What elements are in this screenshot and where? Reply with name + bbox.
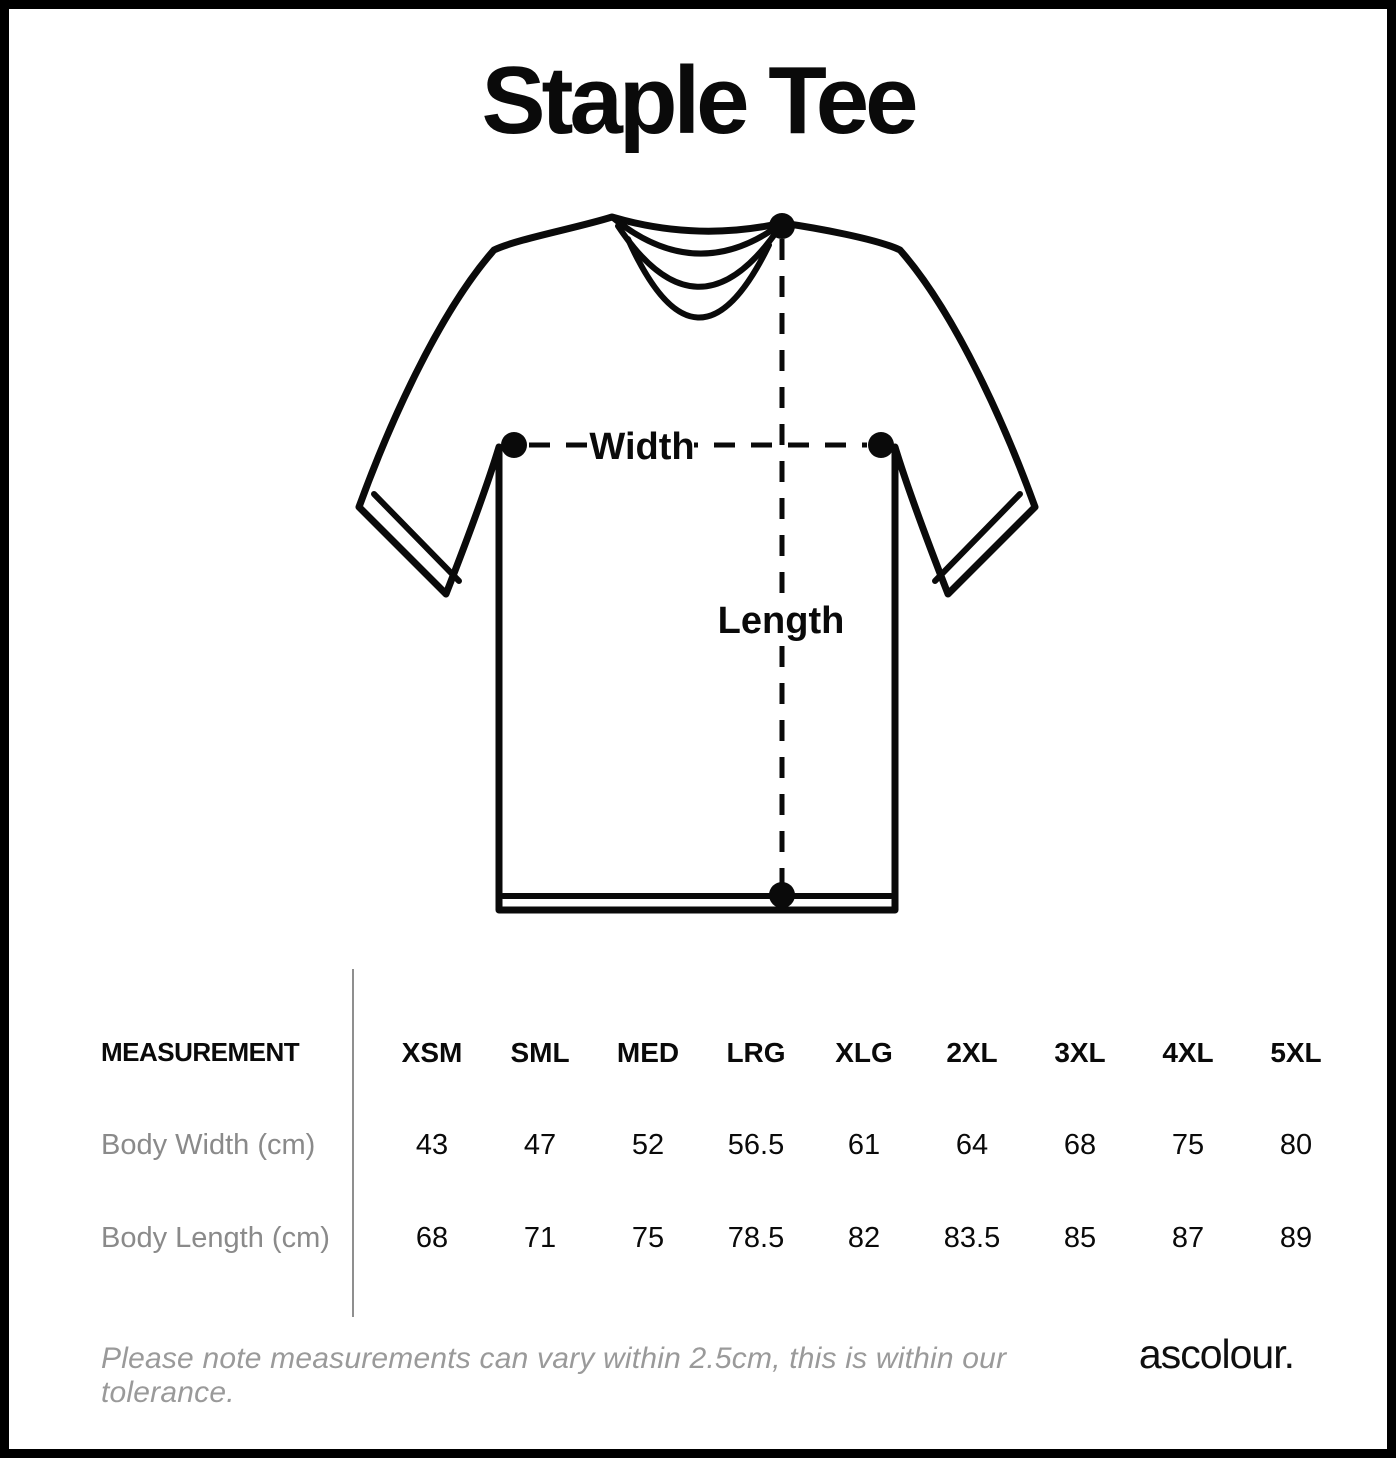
tshirt-diagram: [347, 195, 1047, 925]
body-length-value: 85: [1063, 1222, 1097, 1254]
footer: [101, 1331, 1294, 1410]
brand-logo: ascolour.: [1138, 1331, 1294, 1377]
body-length-value: 89: [1279, 1222, 1313, 1254]
right-underarm-dot: [868, 432, 894, 458]
size-header-3xl: 3XL: [1054, 1036, 1106, 1068]
tolerance-note: Please note measurements can vary within 2.5cm, this is within our tolerance.: [101, 1342, 1007, 1409]
tshirt-outline-icon: [359, 217, 1035, 910]
body-width-value: 68: [1063, 1129, 1097, 1161]
page-title: Staple Tee: [481, 47, 915, 154]
body-length-value: 82: [847, 1222, 881, 1254]
size-header-lrg: LRG: [726, 1036, 786, 1068]
size-header-sml: SML: [510, 1036, 570, 1068]
body-length-value: 83.5: [943, 1222, 1001, 1254]
body-length-value: 87: [1171, 1222, 1205, 1254]
body-width-value: 75: [1171, 1129, 1205, 1161]
length-label: Length: [717, 600, 845, 642]
body-length-value: 75: [631, 1222, 665, 1254]
row-label-body-length: Body Length (cm): [101, 1222, 330, 1254]
body-length-value: 78.5: [727, 1222, 785, 1254]
body-width-value: 64: [955, 1129, 989, 1161]
size-header-2xl: 2XL: [946, 1036, 998, 1068]
hem-point-dot: [769, 882, 795, 908]
body-length-value: 68: [415, 1222, 449, 1254]
measurement-column-header: MEASUREMENT: [101, 1037, 300, 1067]
size-header-4xl: 4XL: [1162, 1036, 1214, 1068]
size-header-xlg: XLG: [835, 1036, 893, 1068]
body-width-value: 80: [1279, 1129, 1313, 1161]
size-table: [101, 1006, 1350, 1285]
collar-point-dot: [769, 213, 795, 239]
body-width-value: 56.5: [727, 1129, 785, 1161]
left-underarm-dot: [501, 432, 527, 458]
size-header-xsm: XSM: [401, 1036, 463, 1068]
size-header-med: MED: [616, 1036, 680, 1068]
body-length-value: 71: [523, 1222, 557, 1254]
body-width-value: 43: [415, 1129, 449, 1161]
width-label: Width: [589, 426, 695, 468]
size-header-5xl: 5XL: [1270, 1036, 1322, 1068]
body-width-value: 47: [523, 1129, 557, 1161]
body-width-value: 61: [847, 1129, 881, 1161]
body-width-value: 52: [631, 1129, 665, 1161]
row-label-body-width: Body Width (cm): [101, 1129, 316, 1161]
